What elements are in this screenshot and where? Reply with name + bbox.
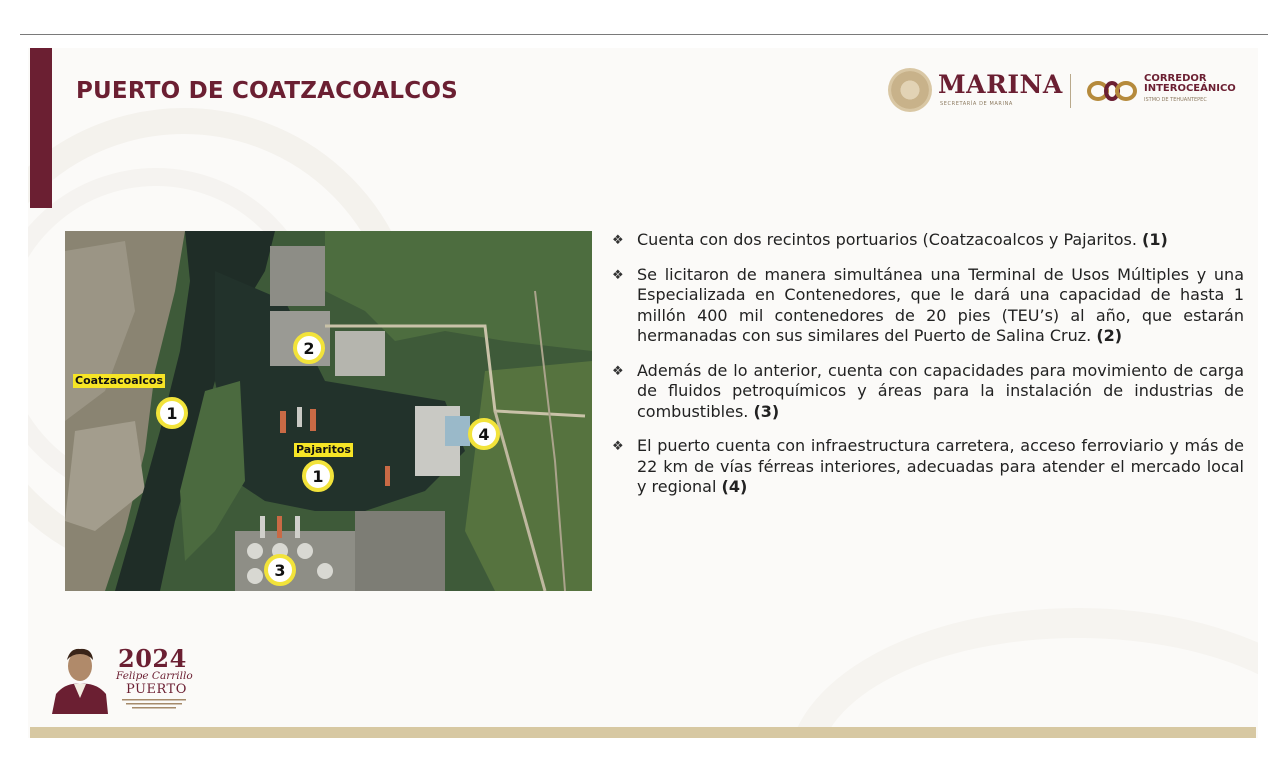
corredor-logo-icon [1086, 78, 1138, 102]
background-ornament [788, 608, 1258, 738]
bullet-text: Cuenta con dos recintos portuarios (Coatzacoalcos y Pajaritos. [637, 230, 1137, 249]
footer-fine-print-icon [118, 698, 190, 710]
bullet-ref: (3) [753, 401, 780, 421]
diamond-bullet-icon: ❖ [612, 439, 624, 454]
port-satellite-map [65, 231, 592, 591]
header-logos [888, 66, 1240, 118]
corredor-logo-text [1144, 74, 1236, 94]
bullet-item [610, 361, 1244, 423]
portrait-icon [52, 642, 108, 714]
top-divider-line [20, 34, 1268, 35]
slide-title: PUERTO DE COATZACOALCOS [76, 78, 458, 104]
bullet-item [610, 230, 1244, 251]
bottom-gold-band [30, 727, 1256, 738]
diamond-bullet-icon: ❖ [612, 233, 624, 248]
bullet-text: Se licitaron de manera simultánea una Terminal de Usos Múltiples y una Especializada en Contenedores, que le dará una capacidad de hasta 1 millón 400 mil contenedores de 20 pies (TEU’s) al año, que estarán hermanadas con sus similares del Puerto de Salina Cruz. [637, 264, 1244, 345]
corredor-line-2: INTEROCEÁNICO [1144, 83, 1236, 94]
label-pajaritos: Pajaritos [296, 443, 351, 456]
bullet-text: Además de lo anterior, cuenta con capacidades para movimiento de carga de fluidos petroquímicos y áreas para la instalación de industrias de combustibles. [637, 360, 1244, 421]
map-marker-1-coatzacoalcos: 1 [156, 397, 188, 429]
bullet-list [610, 230, 1244, 512]
corredor-subtitle: ISTMO DE TEHUANTEPEC [1144, 97, 1207, 103]
footer-name: Felipe Carrillo [116, 670, 193, 682]
bullet-ref: (4) [721, 477, 748, 496]
map-marker-1-pajaritos: 1 [302, 460, 334, 492]
map-marker-2: 2 [293, 332, 325, 364]
bullet-ref: (1) [1142, 230, 1168, 249]
marina-logo-text: MARINA [938, 70, 1063, 99]
label-coatzacoalcos: Coatzacoalcos [75, 374, 164, 387]
corredor-line-1: CORREDOR [1144, 73, 1207, 84]
logo-divider [1070, 74, 1071, 108]
footer-surname: PUERTO [126, 682, 187, 697]
footer-2024-logo [46, 640, 206, 720]
bullet-item [610, 265, 1244, 347]
map-marker-4: 4 [468, 418, 500, 450]
marina-logo-subtitle: SECRETARÍA DE MARINA [940, 101, 1013, 107]
national-seal-icon [888, 68, 932, 112]
bullet-item [610, 436, 1244, 498]
bullet-text: El puerto cuenta con infraestructura carretera, acceso ferroviario y más de 22 km de vías férreas interiores, adecuadas para atender el mercado local y regional [637, 436, 1244, 496]
map-marker-3: 3 [264, 554, 296, 586]
footer-year: 2024 [118, 644, 187, 673]
bullet-ref: (2) [1096, 326, 1123, 345]
diamond-bullet-icon: ❖ [612, 363, 624, 379]
diamond-bullet-icon: ❖ [612, 267, 624, 283]
title-accent-bar [30, 48, 52, 208]
satellite-image [65, 231, 592, 591]
